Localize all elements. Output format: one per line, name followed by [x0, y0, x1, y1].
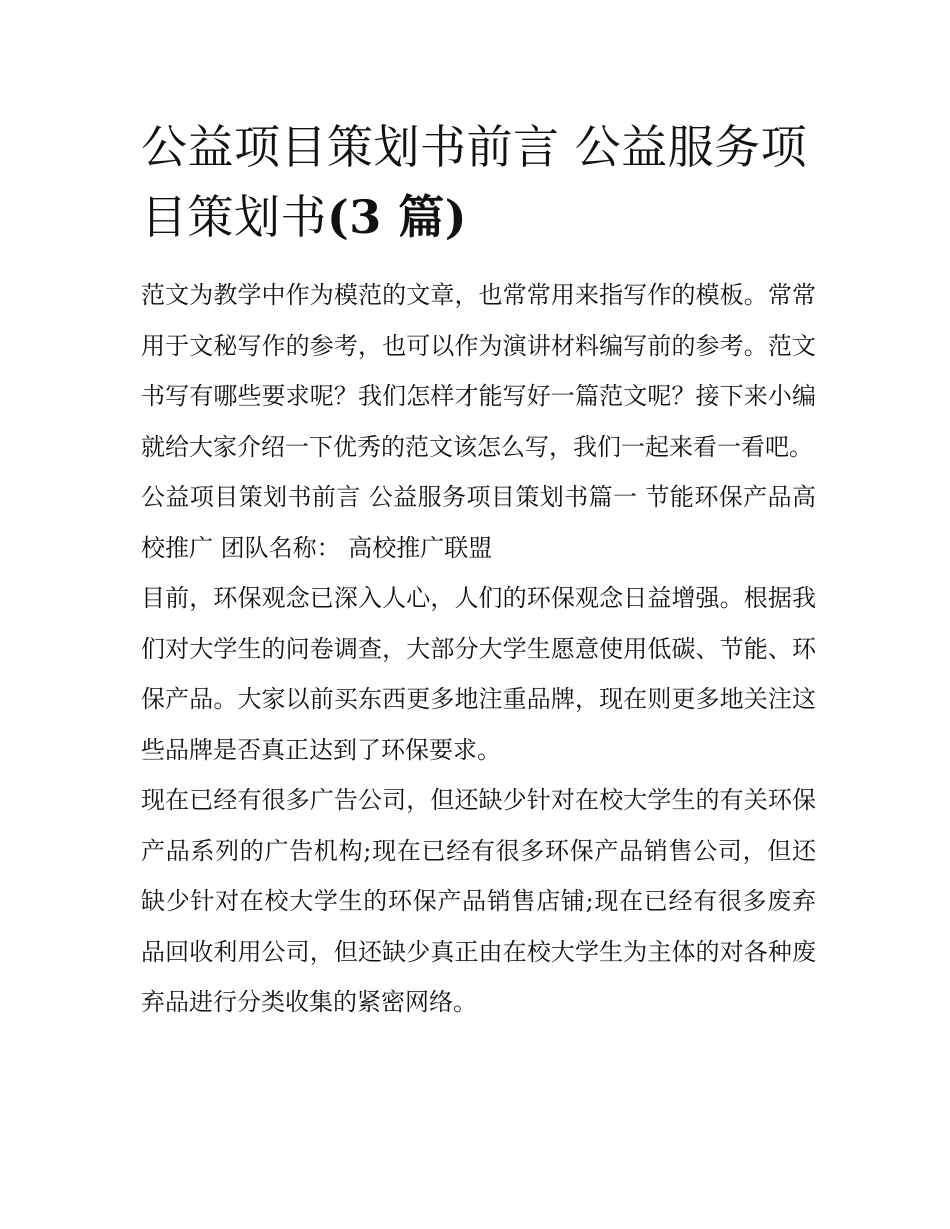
- title-main: 公益项目策划书前言 公益服务项目策划书: [141, 120, 808, 244]
- title-count: (3 篇): [327, 190, 468, 244]
- intro-paragraph: 范文为教学中作为模范的文章，也常常用来指写作的模板。常常用于文秘写作的参考，也可以作为演讲材料编写前的参考。范文书写有哪些要求呢？我们怎样才能写好一篇范文呢？接下来小编就给大家介绍一下优秀的范文该怎么写，我们一起来看一看吧。: [141, 281, 816, 461]
- document-title: [141, 112, 816, 252]
- market-gap-paragraph: 现在已经有很多广告公司，但还缺少针对在校大学生的有关环保产品系列的广告机构;现在已经有很多环保产品销售公司，但还缺少针对在校大学生的环保产品销售店铺;现在已经有很多废弃品回收利用公司，但还缺少真正由在校大学生为主体的对各种废弃品进行分类收集的紧密网络。: [141, 786, 816, 1016]
- background-paragraph: 目前，环保观念已深入人心，人们的环保观念日益增强。根据我们对大学生的问卷调查，大部分大学生愿意使用低碳、节能、环保产品。大家以前买东西更多地注重品牌，现在则更多地关注这些品牌是否真正达到了环保要求。: [141, 584, 816, 764]
- section-heading-paragraph: 公益项目策划书前言 公益服务项目策划书篇一 节能环保产品高校推广 团队名称： 高校推广联盟: [141, 483, 816, 562]
- document-content: [141, 112, 816, 1028]
